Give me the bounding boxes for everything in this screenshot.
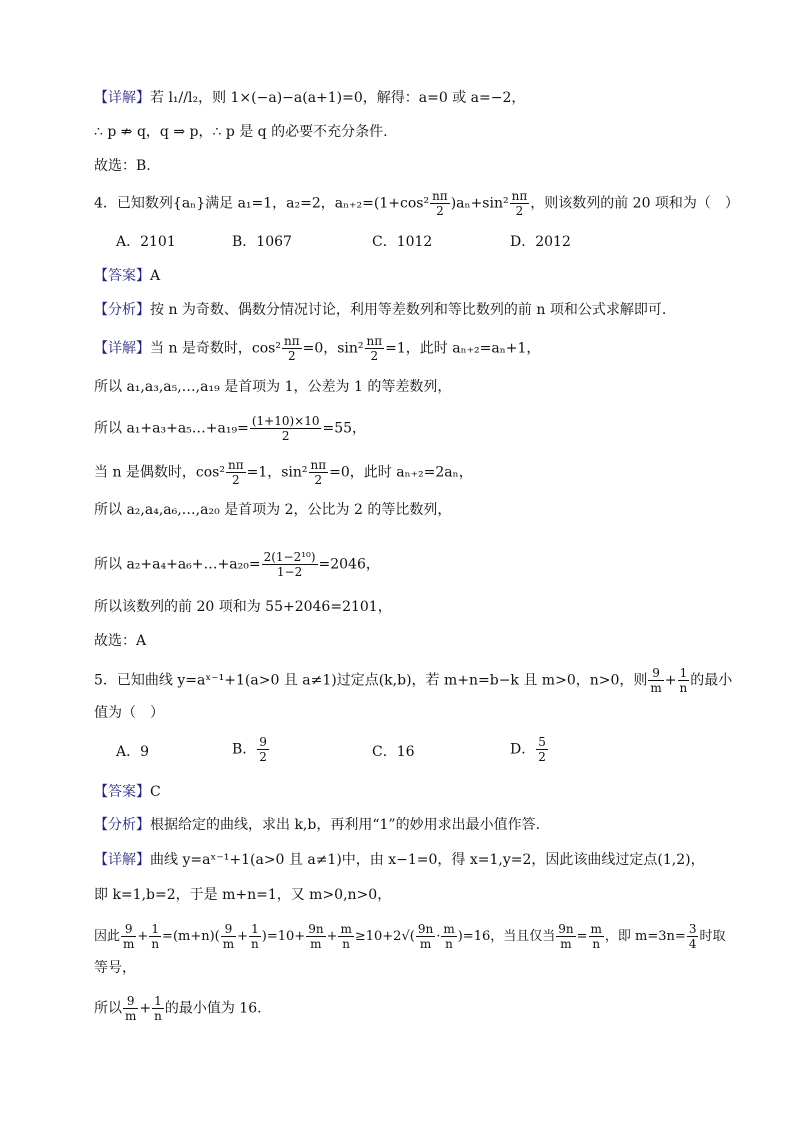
- frac-num: 9: [648, 666, 663, 681]
- frac-den: n: [445, 937, 453, 951]
- q4-mid: )aₙ+sin²: [450, 195, 509, 212]
- q4-detail-6: [94, 550, 380, 579]
- frac-den: 2: [314, 473, 323, 487]
- frac-den: 2: [259, 750, 267, 764]
- d3-t3: +: [237, 929, 249, 944]
- d3-t7: ·: [436, 929, 441, 944]
- frac-den: n: [592, 937, 601, 951]
- answer-text: A: [150, 268, 161, 284]
- q5-stem-a: 5．已知曲线 y=aˣ⁻¹+1(a>0 且 a≠1)过定点(k,b)，若 m+n=b−k 且 m>0，n>0，则: [94, 672, 648, 689]
- d1-a: 当 n 是奇数时，cos²: [150, 340, 281, 357]
- frac-1-n: [249, 922, 261, 951]
- frac-den: 2: [231, 473, 240, 487]
- frac-num: 9n: [308, 922, 324, 936]
- option-b-fraction: [257, 735, 269, 764]
- frac-den: 2: [287, 349, 296, 363]
- frac-den: n: [154, 1009, 162, 1023]
- frac-den: n: [679, 681, 688, 695]
- d3-a: 因此: [94, 929, 121, 944]
- d3-b: =55，: [322, 420, 367, 437]
- frac-1-n: [152, 994, 164, 1023]
- frac-9-m: [221, 922, 236, 951]
- detail-tag: 【详解】: [94, 90, 150, 106]
- option-label: B．: [232, 741, 257, 758]
- frac-m-n: [441, 922, 456, 951]
- q5-detail-1: [94, 850, 705, 870]
- d4-a: 当 n 是偶数时，cos²: [94, 464, 225, 481]
- d1-c: =1，此时 aₙ₊₂=aₙ+1，: [385, 340, 541, 357]
- detail-text: 若 l₁//l₂，则 1×(−a)−a(a+1)=0，解得：a=0 或 a=−2，: [150, 90, 526, 106]
- q5-plus: +: [664, 672, 677, 689]
- q4-option-c[interactable]: C．1012: [372, 234, 433, 250]
- frac-num: 1: [678, 666, 690, 681]
- frac-den: 2: [515, 204, 524, 218]
- frac-den: n: [151, 937, 160, 951]
- frac-num: nπ: [283, 334, 300, 348]
- q4-answer: [94, 266, 160, 286]
- q4-paren: (1+cos²: [373, 195, 430, 212]
- frac-den: 2: [281, 429, 290, 443]
- q5-stem-c: 值为（ ）: [94, 705, 164, 721]
- d3-t8: )=16，当且仅当: [457, 929, 556, 944]
- q4-option-d[interactable]: D．2012: [510, 234, 571, 250]
- frac-num: m: [443, 922, 455, 936]
- frac-den: 4: [688, 937, 697, 951]
- d4-fraction-2: [309, 458, 329, 487]
- frac-den: m: [222, 937, 235, 951]
- frac-9n-m: [416, 922, 435, 951]
- frac-m-n: [589, 922, 604, 951]
- q5-detail-3: [94, 922, 725, 951]
- detail-tag: 【详解】: [94, 852, 150, 868]
- d3-t4: )=10+: [261, 929, 306, 944]
- frac-num: m: [340, 922, 352, 936]
- frac-9-m: [121, 922, 136, 951]
- q4-option-b[interactable]: B．1067: [232, 234, 292, 250]
- q4-analysis: [94, 300, 666, 320]
- frac-num: 1: [149, 922, 161, 937]
- q5-detail-5: [94, 994, 262, 1023]
- q4-detail-4: [94, 458, 473, 487]
- d3-t1: +: [137, 929, 149, 944]
- frac-num: 2(1−2¹⁰): [263, 550, 316, 564]
- frac-den: m: [650, 681, 662, 695]
- q4-fraction-2: [510, 189, 530, 218]
- q4-detail-2: 所以 a₁,a₃,a₅,…,a₁₉ 是首项为 1，公差为 1 的等差数列，: [94, 379, 452, 395]
- analysis-tag: 【分析】: [94, 302, 150, 318]
- frac-den: m: [125, 1009, 137, 1023]
- q5-analysis: [94, 815, 540, 835]
- q4-fraction-1: [430, 189, 450, 218]
- frac-num: nπ: [432, 189, 448, 203]
- d3-a: 所以 a₁+a₃+a₅…+a₁₉=: [94, 420, 249, 437]
- option-d-fraction: [536, 735, 548, 764]
- q5-fraction-1: [648, 666, 663, 695]
- frac-num: nπ: [227, 458, 244, 472]
- d3-t6: ≥10+2√(: [354, 929, 415, 944]
- d6-b: =2046，: [318, 556, 380, 573]
- frac-num: nπ: [366, 334, 383, 348]
- frac-num: 9n: [417, 922, 434, 936]
- d4-c: =0，此时 aₙ₊₂=2aₙ，: [329, 464, 473, 481]
- d4-fraction-1: [226, 458, 246, 487]
- d1-b: =0，sin²: [302, 340, 364, 357]
- d4-b: =1，sin²: [246, 464, 308, 481]
- detail-line-1: [94, 88, 525, 108]
- d5-b: 的最小值为 16.: [164, 1000, 262, 1017]
- option-label: D．: [510, 741, 536, 758]
- analysis-text: 根据给定的曲线，求出 k,b，再利用“1”的妙用求出最小值作答.: [150, 817, 541, 833]
- q5-detail-2: 即 k=1,b=2，于是 m+n=1，又 m>0,n>0，: [94, 887, 392, 903]
- q4-option-a[interactable]: A．2101: [116, 234, 176, 250]
- q5-answer: [94, 782, 161, 802]
- frac-3-4: [687, 922, 699, 951]
- question-4-stem: [94, 189, 739, 218]
- frac-num: 9: [221, 922, 236, 937]
- frac-num: (1+10)×10: [251, 414, 320, 428]
- frac-den: 2: [370, 349, 379, 363]
- frac-num: 1: [249, 922, 261, 937]
- frac-9-m: [123, 994, 138, 1023]
- d1-fraction-1: [282, 334, 302, 363]
- question-5-stem: [94, 666, 732, 695]
- answer-tag: 【答案】: [94, 268, 150, 284]
- q4-detail-3: [94, 414, 366, 443]
- logic-line: ∴ p ⇏ q，q ⇒ p，∴ p 是 q 的必要不充分条件.: [94, 124, 388, 140]
- q5-stem-b: 的最小: [690, 672, 733, 689]
- frac-9n-m: [306, 922, 325, 951]
- q5-option-a[interactable]: A．9: [116, 744, 150, 760]
- frac-den: m: [419, 937, 432, 951]
- analysis-tag: 【分析】: [94, 817, 150, 833]
- frac-den: m: [310, 937, 322, 951]
- detail-text: 曲线 y=aˣ⁻¹+1(a>0 且 a≠1)中，由 x−1=0，得 x=1,y=2，因此该曲线过定点(1,2)，: [150, 852, 705, 868]
- choice-line-3: 故选：B.: [94, 158, 151, 174]
- frac-num: m: [590, 922, 602, 936]
- frac-num: 9: [123, 994, 138, 1009]
- q4-stem-b: ，则该数列的前 20 项和为（ ）: [530, 195, 739, 212]
- frac-num: 9: [121, 922, 136, 937]
- d3-t9: =: [576, 929, 588, 944]
- frac-1-n: [149, 922, 161, 951]
- d3-t2: =(m+n)(: [162, 929, 220, 944]
- frac-num: 1: [152, 994, 164, 1009]
- frac-num: nπ: [310, 458, 327, 472]
- d3-t10: ，即 m=3n=: [604, 929, 686, 944]
- answer-tag: 【答案】: [94, 784, 150, 800]
- q4-detail-7: 所以该数列的前 20 项和为 55+2046=2101，: [94, 599, 392, 615]
- frac-m-n: [338, 922, 353, 951]
- frac-num: nπ: [511, 189, 528, 203]
- q5-option-c[interactable]: C．16: [372, 744, 415, 760]
- d3-t5: +: [326, 929, 338, 944]
- analysis-text: 按 n 为奇数、偶数分情况讨论，利用等差数列和等比数列的前 n 项和公式求解即可.: [150, 302, 667, 318]
- q4-detail-8: 故选：A: [94, 633, 147, 649]
- frac-num: 5: [538, 735, 546, 749]
- d1-fraction-2: [365, 334, 385, 363]
- q4-detail-5: 所以 a₂,a₄,a₆,…,a₂₀ 是首项为 2，公比为 2 的等比数列，: [94, 502, 452, 518]
- d6-fraction: [262, 550, 318, 579]
- q5-fraction-2: [678, 666, 690, 695]
- frac-den: 2: [436, 204, 444, 218]
- frac-den: n: [342, 937, 351, 951]
- frac-num: 9: [259, 735, 267, 749]
- frac-den: m: [123, 937, 135, 951]
- q5-option-b[interactable]: [232, 735, 270, 764]
- d5-a: 所以: [94, 1000, 122, 1017]
- frac-den: n: [251, 937, 259, 951]
- q4-detail-1: [94, 334, 540, 363]
- frac-den: 1−2: [276, 565, 303, 579]
- frac-den: 2: [538, 750, 546, 764]
- d3-t11: 时取: [699, 929, 726, 944]
- detail-tag: 【详解】: [94, 340, 150, 357]
- d3-fraction: [250, 414, 322, 443]
- frac-9n-m: [556, 922, 575, 951]
- plus: +: [139, 1000, 152, 1017]
- d6-a: 所以 a₂+a₄+a₆+…+a₂₀=: [94, 556, 261, 573]
- frac-num: 3: [688, 922, 697, 936]
- q5-option-d[interactable]: [510, 735, 549, 764]
- q5-detail-4: 等号，: [94, 960, 136, 976]
- frac-num: 9n: [558, 922, 574, 936]
- q4-stem-a: 4．已知数列{aₙ}满足 a₁=1，a₂=2，aₙ₊₂=: [94, 195, 374, 212]
- frac-den: m: [560, 937, 572, 951]
- answer-text: C: [150, 784, 161, 800]
